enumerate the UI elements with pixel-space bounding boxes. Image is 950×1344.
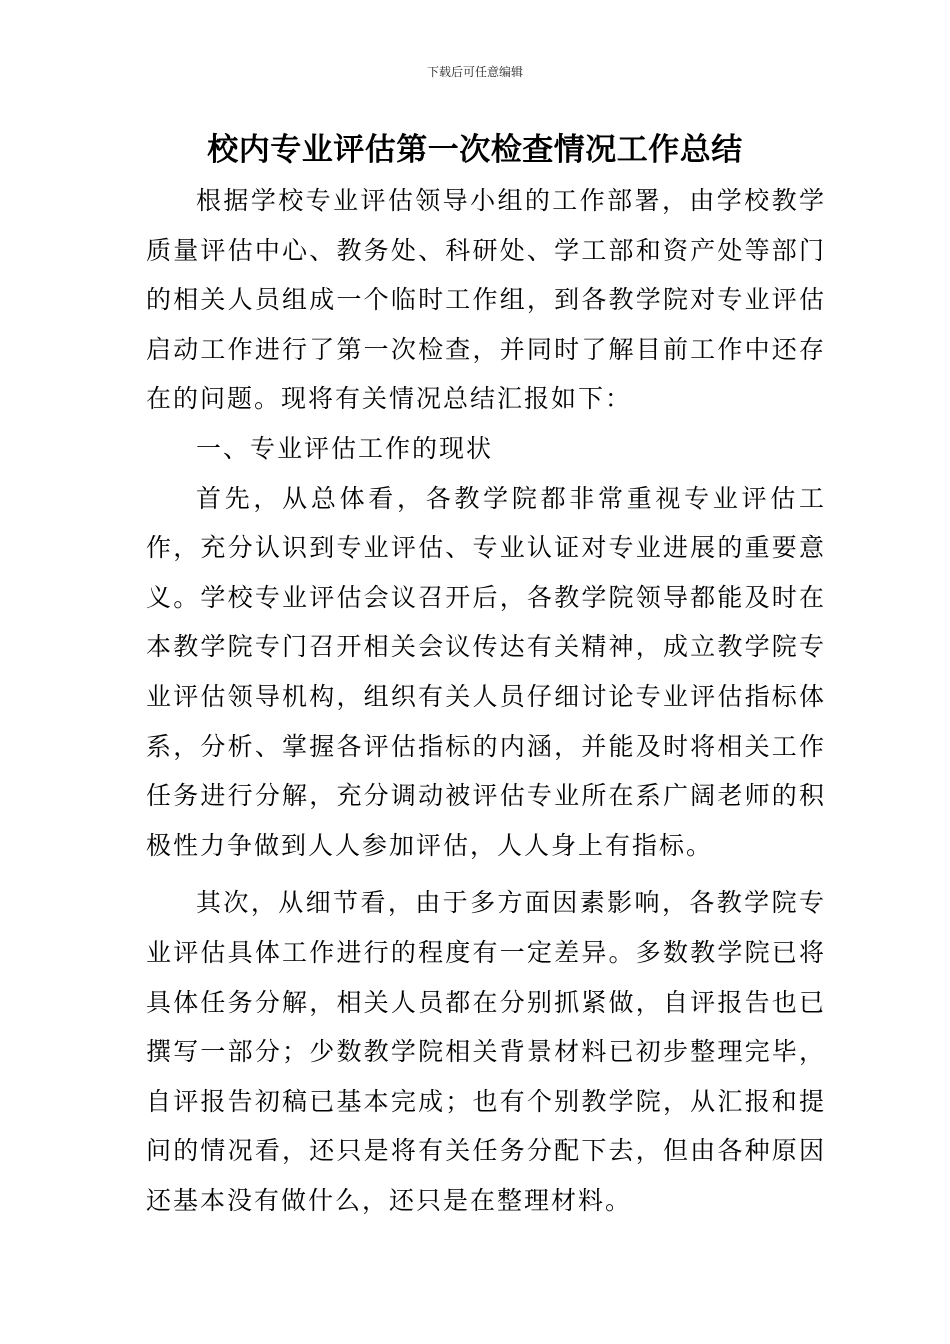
header-note: 下载后可任意编辑 — [426, 65, 523, 79]
first-paragraph: 首先，从总体看，各教学院都非常重视专业评估工作，充分认识到专业评估、专业认证对专业进展的重要意义。学校专业评估会议召开后，各教学院领导都能及时在本教学院专门召开相关会议传达有关精神，成立教学院专业评估领导机构，组织有关人员仔细讨论专业评估指标体系，分析、掌握各评估指标的内涵，并能及时将相关工作任务进行分解，充分调动被评估专业所在系广阔老师的积极性力争做到人人参加评估，人人身上有指标。 — [146, 483, 826, 860]
document-title: 校内专业评估第一次检查情况工作总结 — [207, 132, 743, 168]
intro-paragraph: 根据学校专业评估领导小组的工作部署，由学校教学质量评估中心、教务处、科研处、学工部和资产处等部门的相关人员组成一个临时工作组，到各教学院对专业评估启动工作进行了第一次检查，并同时了解目前工作中还存在的问题。现将有关情况总结汇报如下： — [146, 186, 826, 414]
section-heading: 一、专业评估工作的现状 — [196, 433, 494, 463]
second-paragraph: 其次，从细节看，由于多方面因素影响，各教学院专业评估具体工作进行的程度有一定差异。多数教学院已将具体任务分解，相关人员都在分别抓紧做，自评报告也已撰写一部分；少数教学院相关背景材料已初步整理完毕，自评报告初稿已基本完成；也有个别教学院，从汇报和提问的情况看，还只是将有关任务分配下去，但由各种原因还基本没有做什么，还只是在整理材料。 — [146, 888, 826, 1215]
document-body — [146, 176, 826, 1225]
